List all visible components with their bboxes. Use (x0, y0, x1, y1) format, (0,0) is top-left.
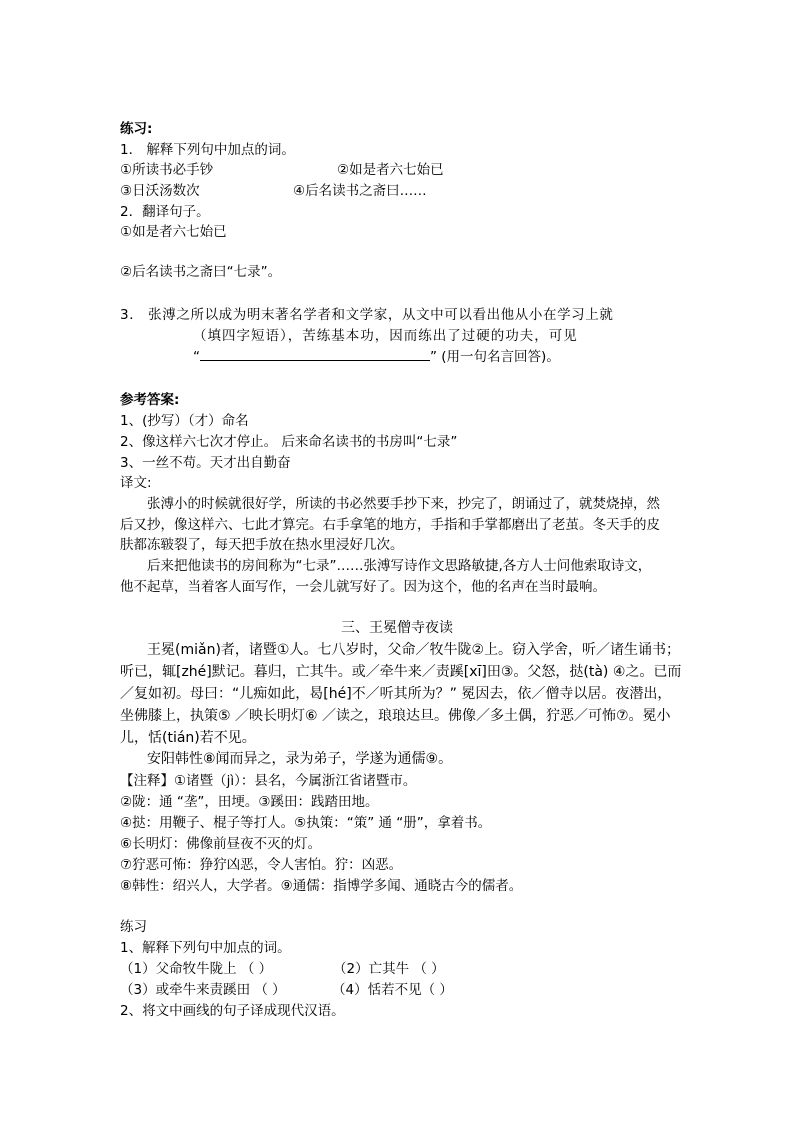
question-3-line2: （填四字短语），苦练基本功，因而练出了过硬的功夫，可见 (193, 328, 578, 344)
story-p1-l2: 听已，辄[zhé]默记。暮归，亡其牛。或／牵牛来／责蹊[xī]田③。父怒，挞(tà) ④之。已而 (120, 664, 682, 680)
q1-item-1: ①所读书必手钞 (120, 162, 214, 178)
ex2-item-3: （3）或牵牛来责蹊田 （ ） (120, 982, 286, 998)
story-p1-l5: 儿，恬(tián)若不见。 (120, 730, 256, 746)
note-6: ⑧韩性：绍兴人，大学者。⑨通儒：指博学多闻、通晓古今的儒者。 (120, 878, 523, 894)
note-3: ④挞：用鞭子、棍子等打人。⑤执策：“策” 通 “册”，拿着书。 (120, 815, 492, 831)
answer-1: 1、(抄写）（才）命名 (120, 413, 249, 429)
q1-item-2: ②如是者六七始已 (337, 162, 444, 178)
note-2: ②陇：通 “垄”，田埂。③蹊田：践踏田地。 (120, 794, 379, 810)
question-3-line3 (193, 347, 560, 367)
story-p1-l4: 坐佛膝上，执策⑤ ／映长明灯⑥ ／读之，琅琅达旦。佛像／多土偶，狞恶／可怖⑦。冕小 (120, 708, 671, 724)
quote-close-hint: ” (用一句名言回答)。 (430, 349, 560, 365)
note-5: ⑦狞恶可怖：狰狞凶恶，令人害怕。狞：凶恶。 (120, 857, 403, 873)
q1-item-4: ④后名读书之斋曰…… (293, 183, 427, 199)
question-2: 2．翻译句子。 (120, 204, 210, 220)
quote-open: “ (193, 349, 200, 365)
question-3-line1: 3． 张溥之所以成为明末著名学者和文学家，从文中可以看出他从小在学习上就 (120, 307, 614, 323)
story-p2: 安阳韩性⑧闻而异之，录为弟子，学遂为通儒⑨。 (147, 751, 453, 767)
answer-2: 2、像这样六七次才停止。 后来命名读书的书房叫“七录” (120, 434, 458, 450)
note-4: ⑥长明灯：佛像前昼夜不灭的灯。 (120, 836, 322, 852)
translation-p1-l2: 后又抄，像这样六、七此才算完。右手拿笔的地方，手指和手掌都磨出了老茧。冬天手的皮 (120, 517, 660, 533)
answer-blank[interactable] (200, 347, 430, 361)
story-p1-l3: ／复如初。母曰：“儿痴如此，曷[hé]不／听其所为？” 冕因去，依／僧寺以居。夜潜出， (120, 686, 672, 702)
story-p1-l1: 王冕(miǎn)者，诸暨①人。七八岁时，父命／牧牛陇②上。窃入学舍，听／诸生诵书； (147, 642, 681, 658)
translation-label: 译文: (120, 475, 152, 491)
translation-p1-l1: 张溥小的时候就很好学，所读的书必然要手抄下来，抄完了，朗诵过了，就焚烧掉，然 (147, 496, 660, 512)
ex2-question-1: 1、解释下列句中加点的词。 (120, 940, 291, 956)
answer-3: 3、一丝不苟。天才出自勤奋 (120, 455, 291, 471)
q1-item-3: ③日沃汤数次 (120, 183, 200, 199)
translation-p1-l3: 肤都冻皲裂了，每天把手放在热水里浸好几次。 (120, 537, 404, 553)
translation-p2-l1: 后来把他读书的房间称为“七录”……张溥写诗作文思路敏捷,各方人士问他索取诗文， (147, 558, 652, 574)
exercise-2-heading: 练习 (120, 919, 147, 935)
note-1: 【注释】①诸暨（jì）：县名，今属浙江省诸暨市。 (120, 773, 417, 789)
story-title: 三、王冕僧寺夜读 (341, 620, 453, 636)
q2-sentence-2: ②后名读书之斋曰“七录”。 (120, 264, 282, 280)
answers-heading: 参考答案: (120, 392, 180, 408)
ex2-item-2: （2）亡其牛 （ ） (333, 961, 445, 977)
translation-p2-l2: 他不起草，当着客人面写作，一会儿就写好了。因为这个，他的名声在当时最响。 (120, 579, 606, 595)
exercise-heading: 练习: (120, 121, 153, 137)
ex2-item-1: （1）父命牧牛陇上 （ ） (120, 961, 273, 977)
ex2-item-4: （4）恬若不见（ ） (332, 982, 453, 998)
q2-sentence-1: ①如是者六七始已 (120, 224, 227, 240)
question-1: 1． 解释下列句中加点的词。 (120, 142, 295, 158)
ex2-question-2: 2、将文中画线的句子译成现代汉语。 (120, 1003, 345, 1019)
